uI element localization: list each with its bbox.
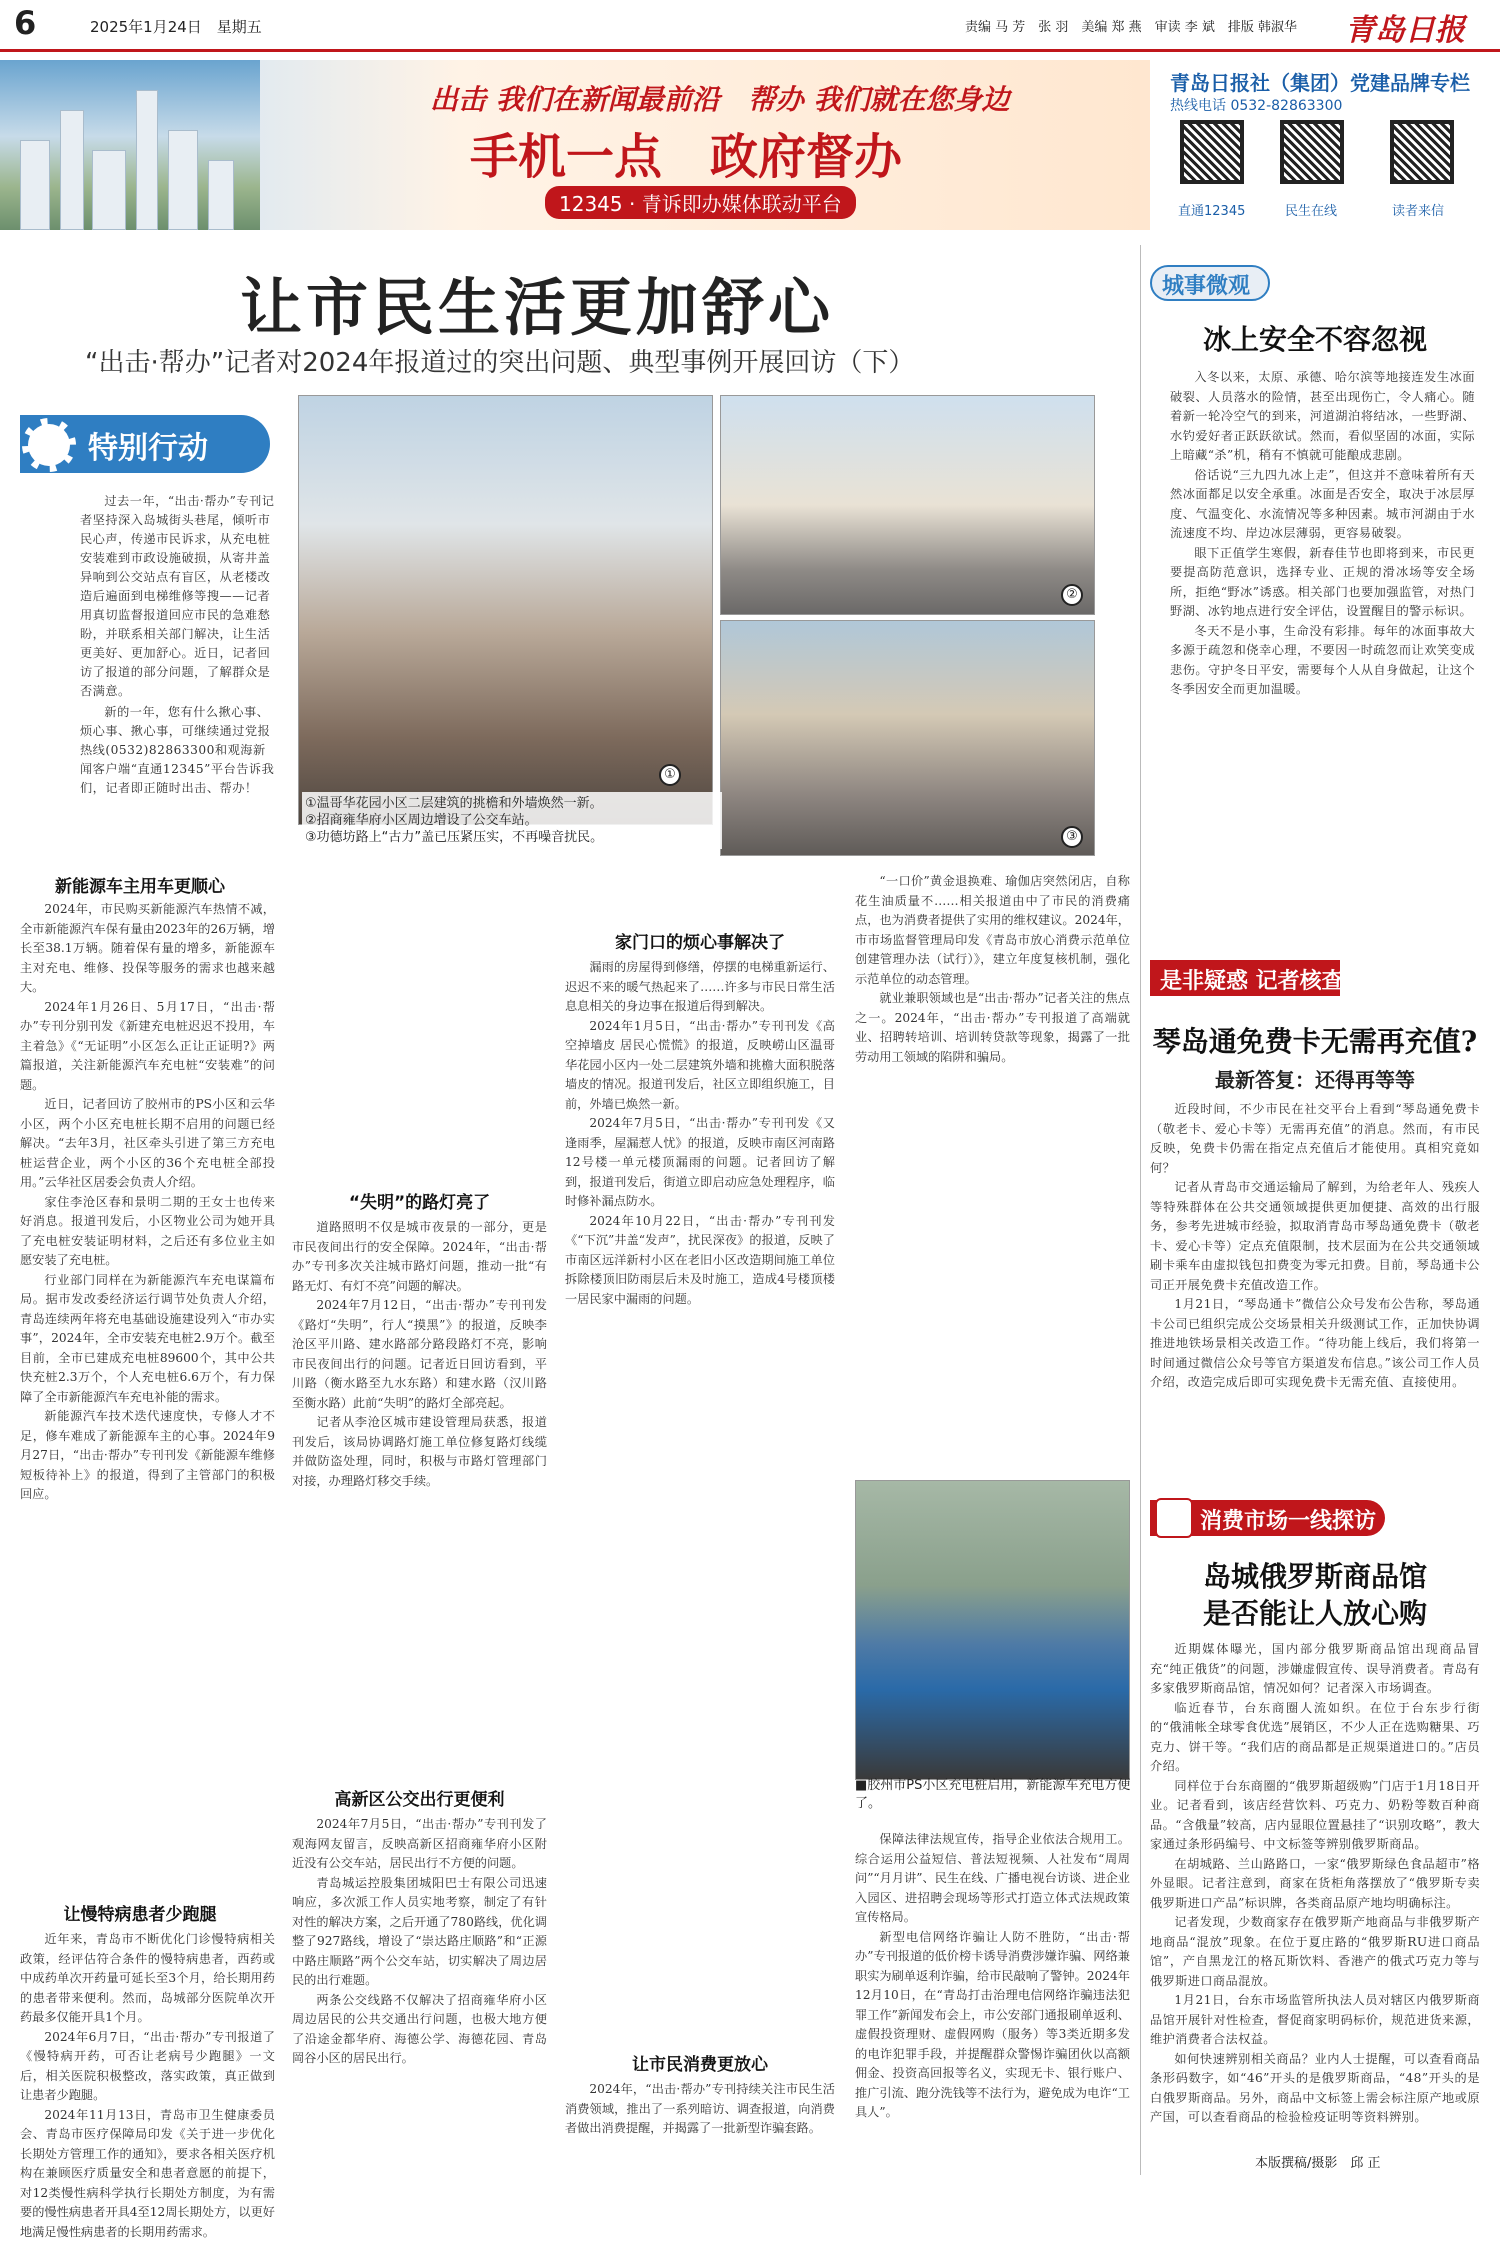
paragraph: 近段时间，不少市民在社交平台上看到“琴岛通免费卡（敬老卡、爱心卡等）无需再充值”的消息。然而，有市民反映，免费卡仍需在指定点充值后才能使用。真相究竟如何？ xyxy=(1150,1100,1480,1178)
intro-paragraph: 新的一年，您有什么揪心事、烦心事、揪心事，可继续通过党报热线(0532)82863300和观海新闻客户端“直通12345”平台告诉我们，记者即正随时出击、帮办！ xyxy=(80,703,275,798)
section-heading: 新能源车主用车更顺心 xyxy=(20,872,260,897)
sidebar-text xyxy=(1150,1640,1480,2145)
section-heading: 让慢特病患者少跑腿 xyxy=(20,1900,260,1925)
bus-stop-photo xyxy=(720,395,1095,615)
section-heading: 让市民消费更放心 xyxy=(565,2050,835,2075)
publication-date: 2025年1月24日 星期五 xyxy=(90,16,262,37)
page-number: 6 xyxy=(14,4,36,42)
sidebar-tag: 是非疑惑 记者核查 xyxy=(1160,964,1344,995)
paragraph: 新型电信网络诈骗让人防不胜防，“出击·帮办”专刊报道的低价榜卡诱导消费涉嫌诈骗、网络兼职实为刷单返利诈骗，给市民敲响了警钟。2024年12月10日，在“青岛打击治理电信网络诈骗违法犯罪工作”新闻发布会上，市公安部门通报刷单返利、虚假投资理财、虚假网购（服务）等3类近期多发的电诈犯罪手段，并提醒群众警惕诈骗团伙以高额佣金、投资高回报等名义，实现无卡、银行账户、推广引流、跑分洗钱等不法行为，避免成为电诈“工具人”。 xyxy=(855,1928,1130,2123)
paragraph: 2024年，市民购买新能源汽车热情不减，全市新能源汽车保有量由2023年的26万辆，增长至38.1万辆。随着保有量的增多，新能源车主对充电、维修、投保等服务的需求也越来越大。 xyxy=(20,900,275,998)
paragraph: 冬天不是小事，生命没有彩排。每年的冰面事故大多源于疏忽和侥幸心理，不要因一时疏忽而让欢笑变成悲伤。守护冬日平安，需要每个人从自身做起，让这个冬季因安全而更加温暖。 xyxy=(1170,622,1475,700)
article-intro xyxy=(80,492,275,800)
article-column xyxy=(565,958,835,2038)
qr-code-icon xyxy=(1390,120,1454,184)
building-photo xyxy=(298,395,713,825)
section-heading: “失明”的路灯亮了 xyxy=(292,1188,547,1213)
sidebar-text xyxy=(1150,1100,1480,1480)
sidebar-title: 岛城俄罗斯商品馆 xyxy=(1140,1555,1490,1595)
paragraph: 在胡城路、兰山路路口，一家“俄罗斯绿色食品超市”格外显眼。记者注意到，商家在货柜角落摆放了“俄罗斯专卖俄罗斯进口产品”标识牌，各类商品原产地均明确标注。 xyxy=(1150,1855,1480,1914)
article-column xyxy=(565,2080,835,2170)
photo-caption: ■胶州市PS小区充电桩启用，新能源车充电方便了。 xyxy=(855,1777,1135,1813)
article-column xyxy=(20,1930,275,2170)
paragraph: 近期媒体曝光，国内部分俄罗斯商品馆出现商品冒充“纯正俄货”的问题，涉嫌虚假宣传、误导消费者。青岛有多家俄罗斯商品馆，情况如何？记者深入市场调查。 xyxy=(1150,1640,1480,1699)
sidebar-subtitle: 最新答复：还得再等等 xyxy=(1140,1064,1490,1093)
paragraph: 1月21日，“琴岛通卡”微信公众号发布公告称，琴岛通卡公司已组织完成公交场景相关升级测试工作，正加快协调推进地铁场景相关改造工作。“待功能上线后，我们将第一时间通过微信公众号等官方渠道发布信息。”该公司工作人员介绍，改造完成后即可实现免费卡无需充值、直接使用。 xyxy=(1150,1295,1480,1393)
banner-platform-label: 12345 · 青诉即办媒体联动平台 xyxy=(545,186,856,219)
paragraph: 漏雨的房屋得到修缮，停摆的电梯重新运行、迟迟不来的暖气热起来了……许多与市民日常生活息息相关的身边事在报道后得到解决。 xyxy=(565,958,835,1017)
sidebar-tag: 消费市场一线探访 xyxy=(1200,1504,1376,1535)
paragraph: 保障法律法规宣传，指导企业依法合规用工。综合运用公益短信、普法短视频、人社发布“周周问”“月月讲”、民生在线、广播电视台访谈、进企业入园区、进招聘会现场等形式打造立体式法规政策宣传格局。 xyxy=(855,1830,1130,1928)
article-column xyxy=(855,872,1130,1472)
paragraph: 近日，记者回访了胶州市的PS小区和云华小区，两个小区充电桩长期不启用的问题已经解决。“去年3月，社区牵头引进了第三方充电桩运营企业，两个小区的36个充电桩全部投用。”云华社区居委会负责人介绍。 xyxy=(20,1095,275,1193)
paragraph: 同样位于台东商圈的“俄罗斯超级购”门店于1月18日开业。记者看到，该店经营饮料、巧克力、奶粉等数百种商品。“含俄量”较高，店内显眼位置悬挂了“识别攻略”，教大家通过条形码编号、中文标签等辨别俄罗斯商品。 xyxy=(1150,1777,1480,1855)
photo-number: ② xyxy=(1061,584,1083,606)
sidebar-title: 冰上安全不容忽视 xyxy=(1140,318,1490,358)
paragraph: 2024年7月5日，“出击·帮办”专刊刊发了观海网友留言，反映高新区招商雍华府小区附近没有公交车站，居民出行不方便的问题。 xyxy=(292,1815,547,1874)
paragraph: 记者从李沧区城市建设管理局获悉，报道刊发后，该局协调路灯施工单位修复路灯线缆并做防盗处理，同时，积极与市路灯管理部门对接，办理路灯移交手续。 xyxy=(292,1413,547,1491)
shopping-basket-icon xyxy=(1155,1498,1193,1538)
qr-code-icon xyxy=(1280,120,1344,184)
intro-paragraph: 过去一年，“出击·帮办”专刊记者坚持深入岛城街头巷尾，倾听市民心声，传递市民诉求，从充电桩安装难到市政设施破损，从寄井盖异响到公交站点有盲区，从老楼改造后遍面到电梯维修等搜——记者用真切监督报道回应市民的急难愁盼，并联系相关部门解决，让生活更美好、更加舒心。近日，记者回访了报道的部分问题，了解群众是否满意。 xyxy=(80,492,275,701)
paragraph: 临近春节，台东商圈人流如织。在位于台东步行街的“俄浦帐全球零食优选”展销区，不少人正在选购糖果、巧克力、饼干等。“我们店的商品都是正规渠道进口的。”店员介绍。 xyxy=(1150,1699,1480,1777)
paragraph: 2024年7月5日，“出击·帮办”专刊刊发《又逢雨季，屋漏惹人忧》的报道，反映市南区河南路12号楼一单元楼顶漏雨的问题。记者回访了解到，报道刊发后，街道立即启动应急处理程序，临时修补漏点防水。 xyxy=(565,1114,835,1212)
manhole-photo xyxy=(720,620,1095,856)
paragraph: “一口价”黄金退换难、瑜伽店突然闭店，自称花生油质量不……相关报道由中了市民的消费痛点，也为消费者提供了实用的维权建议。2024年，市市场监督管理局印发《青岛市放心消费示范单位创建管理办法（试行）》，建立年度复核机制，强化示范单位的动态管理。 xyxy=(855,872,1130,989)
sidebar-title: 是否能让人放心购 xyxy=(1140,1592,1490,1632)
brand-title: 青岛日报社（集团）党建品牌专栏 xyxy=(1170,67,1470,96)
paragraph: 2024年，“出击·帮办”专刊持续关注市民生活消费领域，推出了一系列暗访、调查报道，向消费者做出消费提醒，并揭露了一批新型诈骗套路。 xyxy=(565,2080,835,2139)
paragraph: 近年来，青岛市不断优化门诊慢特病相关政策，经评估符合条件的慢特病患者，西药或中成药单次开药量可延长至3个月，给长期用药的患者带来便利。然而，岛城部分医院单次开药最多仅能开具1个月。 xyxy=(20,1930,275,2028)
paragraph: 2024年10月22日，“出击·帮办”专刊刊发《“下沉”井盖“发声”，扰民深夜》的报道，反映了市南区远洋新村小区在老旧小区改造期间施工单位拆除楼顶旧防雨层后未及时施工，造成4号楼顶楼一居民家中漏雨的问题。 xyxy=(565,1212,835,1310)
paragraph: 2024年6月7日，“出击·帮办”专刊报道了《慢特病开药，可否让老病号少跑腿》一文后，相关医院积极整改，落实政策，真正做到让患者少跑腿。 xyxy=(20,2028,275,2106)
qr-label: 直通12345 xyxy=(1178,200,1245,219)
paragraph: 记者发现，少数商家存在俄罗斯产地商品与非俄罗斯产地商品“混放”现象。在位于夏庄路的“俄罗斯RU进口商品馆”，产自黑龙江的格瓦斯饮料、香港产的俄式巧克力等与俄罗斯进口商品混放。 xyxy=(1150,1913,1480,1991)
paragraph: 2024年7月12日，“出击·帮办”专刊刊发《路灯“失明”，行人“摸黑”》的报道，反映李沧区平川路、建水路部分路段路灯不亮，影响市民夜间出行的问题。记者近日回访看到，平川路（衡水路至九水东路）和建水路（汉川路至衡水路）此前“失明”的路灯全部亮起。 xyxy=(292,1296,547,1413)
paragraph: 眼下正值学生寒假，新春佳节也即将到来，市民更要提高防范意识，选择专业、正规的滑冰场等安全场所，拒绝“野冰”诱惑。相关部门也要加强监管，对热门野湖、冰钓地点进行安全评估，设置醒目的警示标识。 xyxy=(1170,544,1475,622)
article-column xyxy=(292,1218,547,1768)
paragraph: 2024年1月5日，“出击·帮办”专刊刊发《高空掉墙皮 居民心慌慌》的报道，反映崂山区温哥华花园小区内一处二层建筑外墙和挑檐大面积脱落墙皮的情况。报道刊发后，社区立即组织施工，目前，外墙已焕然一新。 xyxy=(565,1017,835,1115)
paragraph: 道路照明不仅是城市夜景的一部分，更是市民夜间出行的安全保障。2024年，“出击·帮办”专刊多次关注城市路灯问题，推动一批“有路无灯、有灯不亮”问题的解决。 xyxy=(292,1218,547,1296)
paragraph: 家住李沧区春和景明二期的王女士也传来好消息。报道刊发后，小区物业公司为她开具了充电桩安装证明材料，之后还有多位业主如愿安装了充电桩。 xyxy=(20,1193,275,1271)
photo-number: ③ xyxy=(1061,826,1083,848)
paragraph: 记者从青岛市交通运输局了解到，为给老年人、残疾人等特殊群体在公共交通领域提供更加便捷、高效的出行服务，参考先进城市经验，拟取消青岛市琴岛通免费卡（敬老卡、爱心卡等）定点充值限制，技术层面为在公共交通领域刷卡乘车由虚拟钱包扣费变为零元扣费。目前，琴岛通卡公司正开展免费卡充值改造工作。 xyxy=(1150,1178,1480,1295)
paragraph: 行业部门同样在为新能源汽车充电谋篇布局。据市发改委经济运行调节处负责人介绍，青岛连续两年将充电基础设施建设列入“市办实事”，2024年，全市安装充电桩2.9万个。截至目前，全市已建成充电桩89600个，其中公共快充桩2.3万个，个人充电桩6.6万个，有力保障了全市新能源汽车充电补能的需求。 xyxy=(20,1271,275,1408)
article-column xyxy=(855,1830,1130,2170)
banner-slogan: 出击 我们在新闻最前沿 帮办 我们就在您身边 xyxy=(430,78,1010,118)
headline: 让市民生活更加舒心 xyxy=(240,258,834,347)
subheadline: “出击·帮办”记者对2024年报道过的突出问题、典型事例开展回访（下） xyxy=(85,342,914,379)
banner-main-slogan: 手机一点 政府督办 xyxy=(470,118,902,187)
paragraph: 2024年11月13日，青岛市卫生健康委员会、青岛市医疗保障局印发《关于进一步优化长期处方管理工作的通知》，要求各相关医疗机构在兼顾医疗质量安全和患者意愿的前提下，对12类慢性病科学执行长期处方制度，为有需要的慢性病患者开具4至12周长期处方，以更好地满足慢性病患者的长期用药需求。 xyxy=(20,2106,275,2242)
paragraph: 如何快速辨别相关商品？业内人士提醒，可以查看商品条形码数字，如“46”开头的是俄罗斯商品，“48”开头的是白俄罗斯商品。另外，商品中文标签上需会标注原产地或原产国，可以查看商品的检验检疫证明等资料辨别。 xyxy=(1150,2050,1480,2128)
sidebar-tag: 城事微观 xyxy=(1162,269,1250,300)
paragraph: 新能源汽车技术迭代速度快，专修人才不足，修车难成了新能源车主的心事。2024年9月27日，“出击·帮办”专刊刊发《新能源车维修短板待补上》的报道，得到了主管部门的积极回应。 xyxy=(20,1407,275,1505)
paragraph: 2024年1月26日、5月17日，“出击·帮办”专刊分别刊发《新建充电桩迟迟不投用，车主着急》《“无证明”小区怎么正让正证明?》两篇报道，关注新能源汽车充电桩“安装难”的问题。 xyxy=(20,998,275,1096)
caption-line: ②招商雍华府小区周边增设了公交车站。 xyxy=(305,812,719,829)
paragraph: 1月21日，台东市场监管所执法人员对辖区内俄罗斯商品馆开展针对性检查，督促商家明码标价，规范进货来源，维护消费者合法权益。 xyxy=(1150,1991,1480,2050)
sidebar-title: 琴岛通免费卡无需再充值? xyxy=(1140,1020,1490,1060)
gear-icon xyxy=(22,418,76,472)
section-heading: 家门口的烦心事解决了 xyxy=(565,928,835,953)
qr-label: 读者来信 xyxy=(1392,200,1444,219)
paragraph: 两条公交线路不仅解决了招商雍华府小区周边居民的公共交通出行问题，也极大地方便了沿途金都华府、海德公学、海德花园、青岛岡谷小区的居民出行。 xyxy=(292,1991,547,2069)
photo-number: ① xyxy=(659,764,681,786)
caption-line: ③功德坊路上“古力”盖已压紧压实，不再噪音扰民。 xyxy=(305,829,719,846)
editor-credits: 责编 马 芳 张 羽 美编 郑 燕 审读 李 斌 排版 韩淑华 xyxy=(965,16,1297,35)
section-heading: 高新区公交出行更便利 xyxy=(292,1785,547,1810)
photo-caption xyxy=(302,792,722,849)
qr-label: 民生在线 xyxy=(1285,200,1337,219)
article-column xyxy=(292,1815,547,2170)
section-tag-label: 特别行动 xyxy=(88,423,208,467)
paragraph: 入冬以来，太原、承德、哈尔滨等地接连发生冰面破裂、人员落水的险情，甚至出现伤亡，令人痛心。随着新一轮冷空气的到来，河道湖泊将结冰，一些野湖、水钓爱好者正跃跃欲试。然而，看似坚固的冰面，实际上暗藏“杀”机，稍有不慎就可能酿成悲剧。 xyxy=(1170,368,1475,466)
paragraph: 就业兼职领域也是“出击·帮办”记者关注的焦点之一。2024年，“出击·帮办”专刊报道了高端就业、招聘转培训、培训转贷款等现象，揭露了一批劳动用工领域的陷阱和骗局。 xyxy=(855,989,1130,1067)
city-skyline-image xyxy=(0,60,260,230)
photo-credit: 本版撰稿/摄影 邱 正 xyxy=(1255,2152,1381,2171)
caption-line: ①温哥华花园小区二层建筑的挑檐和外墙焕然一新。 xyxy=(305,795,719,812)
qr-code-icon xyxy=(1180,120,1244,184)
article-column xyxy=(20,900,275,1880)
paragraph: 青岛城运控股集团城阳巴士有限公司迅速响应，多次派工作人员实地考察，制定了有针对性的解决方案，之后开通了780路线，优化调整了927路线，增设了“崇达路庄顺路”和“正源中路庄顺路”两个公交车站，切实解决了周边居民的出行难题。 xyxy=(292,1874,547,1991)
paragraph: 俗话说“三九四九冰上走”，但这并不意味着所有天然冰面都足以安全承重。冰面是否安全，取决于冰层厚度、气温变化、水流情况等多种因素。城市河湖由于水流速度不均、岸边冰层薄弱，更容易破裂。 xyxy=(1170,466,1475,544)
sidebar-text xyxy=(1170,368,1475,928)
ev-charging-photo xyxy=(855,1480,1130,1780)
hotline: 热线电话 0532-82863300 xyxy=(1170,95,1342,115)
newspaper-logo: 青岛日报 xyxy=(1345,5,1465,49)
